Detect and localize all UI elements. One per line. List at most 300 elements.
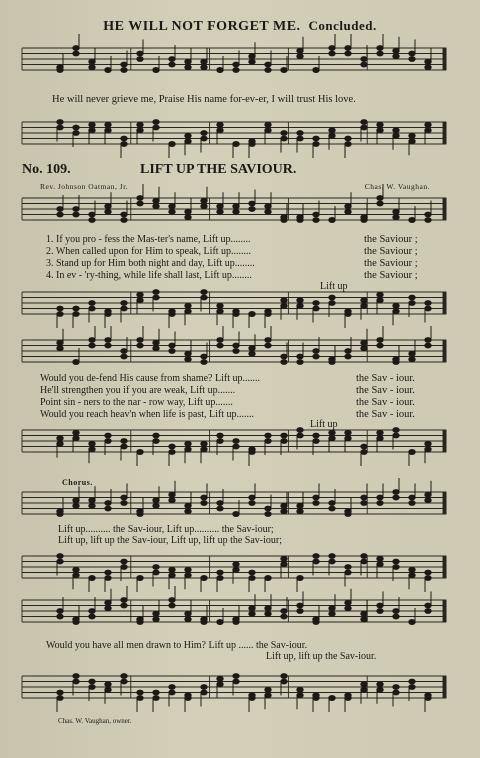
note-head [409,495,415,500]
note-head [425,576,431,581]
note-head [361,444,367,449]
note-head [153,295,159,300]
note-head [57,212,63,217]
note-head [89,679,95,684]
note-head [345,565,351,570]
note-head [73,620,79,625]
note-head [329,301,335,306]
final-barline [443,430,446,452]
note-head [153,204,159,209]
previous-hymn-name: HE WILL NOT FORGET ME. [103,19,301,34]
note-head [345,600,351,605]
hymn-heading [22,162,462,178]
note-head [409,450,415,455]
note-head [377,501,383,506]
note-head [393,309,399,314]
note-head [281,68,287,73]
note-head [329,46,335,51]
note-head [137,338,143,343]
note-head [425,447,431,452]
note-head [265,606,271,611]
note-head [377,687,383,692]
note-head [217,209,223,214]
note-head [121,218,127,223]
note-head [185,617,191,622]
bass-echo-1: Lift up [320,281,348,292]
verse-3-line-1-end: the Saviour ; [364,258,418,269]
note-head [409,218,415,223]
note-head [217,122,223,127]
note-head [265,62,271,67]
hymn-number: No. 109. [22,162,71,177]
note-head [57,609,63,614]
note-head [137,512,143,517]
note-head [217,303,223,308]
note-head [249,450,255,455]
note-head [217,576,223,581]
note-head [217,338,223,343]
note-head [297,603,303,608]
note-head [57,312,63,317]
note-head [153,120,159,125]
note-head [121,212,127,217]
note-head [185,209,191,214]
note-head [169,209,175,214]
note-head [153,503,159,508]
note-head [89,503,95,508]
note-head [377,122,383,127]
note-head [361,611,367,616]
note-head [297,354,303,359]
note-head [121,444,127,449]
note-head [425,609,431,614]
note-head [73,207,79,212]
note-head [313,439,319,444]
note-head [425,343,431,348]
note-head [281,679,287,684]
note-head [377,292,383,297]
note-head [265,687,271,692]
note-head [297,48,303,53]
note-head [169,450,175,455]
note-head [73,46,79,51]
note-head [393,490,399,495]
note-head [153,498,159,503]
note-head [409,351,415,356]
note-head [201,441,207,446]
note-head [313,301,319,306]
note-head [105,343,111,348]
note-head [89,65,95,70]
note-head [73,498,79,503]
note-head [73,503,79,508]
note-head [249,351,255,356]
note-head [425,306,431,311]
note-head [345,512,351,517]
note-head [345,312,351,317]
note-head [297,509,303,514]
note-head [185,611,191,616]
note-head [297,693,303,698]
note-head [121,603,127,608]
note-head [265,312,271,317]
note-head [169,603,175,608]
note-head [265,204,271,209]
note-head [169,567,175,572]
note-head [409,567,415,572]
note-head [377,46,383,51]
note-head [217,439,223,444]
note-head [377,556,383,561]
note-head [329,606,335,611]
note-head [201,501,207,506]
note-head [297,360,303,365]
note-head [361,57,367,62]
note-head [201,290,207,295]
chorus-label: Chorus. [62,478,93,487]
note-head [297,503,303,508]
note-head [137,292,143,297]
note-head [377,495,383,500]
note-head [393,614,399,619]
note-head [249,576,255,581]
note-head [425,218,431,223]
note-head [345,570,351,575]
note-head [281,556,287,561]
note-head [185,696,191,701]
note-head [329,295,335,300]
note-head [425,492,431,497]
note-head [153,346,159,351]
note-head [425,570,431,575]
note-head [393,685,399,690]
note-head [313,501,319,506]
note-head [281,136,287,141]
note-head [361,450,367,455]
verse-1-line-1-end: the Saviour ; [364,234,418,245]
note-head [121,354,127,359]
note-head [153,340,159,345]
note-head [169,573,175,578]
note-head [281,131,287,136]
note-head [297,54,303,59]
note-head [329,128,335,133]
note-head [377,338,383,343]
verse-4-line-1: 4. In ev - 'ry-thing, while life shall last, Lift up........ [46,270,252,281]
note-head [201,65,207,70]
note-head [137,128,143,133]
note-head [105,600,111,605]
note-head [233,679,239,684]
note-head [185,447,191,452]
note-head [57,306,63,311]
note-head [217,676,223,681]
note-head [313,306,319,311]
note-head [393,209,399,214]
note-head [185,509,191,514]
note-head [265,576,271,581]
note-head [105,439,111,444]
note-head [217,501,223,506]
note-head [153,125,159,130]
note-head [233,312,239,317]
note-head [313,559,319,564]
note-head [361,554,367,559]
note-head [89,128,95,133]
note-head [425,498,431,503]
note-head [153,696,159,701]
note-head [265,343,271,348]
note-head [137,343,143,348]
note-head [313,433,319,438]
note-head [377,196,383,201]
verse-2-line-1-end: the Saviour ; [364,246,418,257]
verse-4-line-1-end: the Saviour ; [364,270,418,281]
note-head [185,573,191,578]
note-head [201,685,207,690]
note-head [393,433,399,438]
note-head [185,441,191,446]
note-head [361,125,367,130]
note-head [57,120,63,125]
note-head [121,301,127,306]
note-head [201,204,207,209]
note-head [409,51,415,56]
note-head [393,609,399,614]
note-head [281,509,287,514]
note-head [313,136,319,141]
note-head [297,136,303,141]
note-head [249,606,255,611]
note-head [121,142,127,147]
note-head [313,218,319,223]
note-head [233,512,239,517]
verse-3-line-2-end: the Sav - iour. [356,397,415,408]
note-head [89,685,95,690]
note-head [425,65,431,70]
note-head [345,430,351,435]
final-barline [443,292,446,314]
note-head [297,433,303,438]
note-head [57,696,63,701]
note-head [233,439,239,444]
final-barline [443,48,446,70]
previous-hymn-title [0,18,480,35]
note-head [169,204,175,209]
note-head [265,68,271,73]
note-head [57,512,63,517]
note-head [137,298,143,303]
note-head [425,603,431,608]
note-head [185,303,191,308]
note-head [89,614,95,619]
note-head [281,503,287,508]
note-head [409,57,415,62]
concluded-label: Concluded. [308,18,377,33]
note-head [297,687,303,692]
note-head [121,306,127,311]
author-credit: Rev. Johnson Oatman, Jr. [40,182,129,191]
note-head [73,567,79,572]
note-head [89,498,95,503]
verse-3-line-2: Point sin - ners to the nar - row way, Lift up....... [40,397,233,408]
note-head [249,495,255,500]
composer-credit: Chas. W. Vaughan. [364,182,430,191]
note-head [105,338,111,343]
note-head [265,439,271,444]
note-head [313,495,319,500]
note-head [217,343,223,348]
note-head [73,674,79,679]
note-head [105,682,111,687]
note-head [377,430,383,435]
note-head [137,122,143,127]
note-head [393,215,399,220]
note-head [169,598,175,603]
note-head [233,349,239,354]
note-head [361,501,367,506]
note-head [361,298,367,303]
note-head [217,433,223,438]
note-head [313,696,319,701]
note-head [153,565,159,570]
note-head [281,303,287,308]
note-head [313,354,319,359]
note-head [233,674,239,679]
verse-3-line-1: 3. Stand up for Him both night and day, Lift up........ [46,258,255,269]
note-head [409,573,415,578]
note-head [105,606,111,611]
note-head [105,433,111,438]
note-head [153,439,159,444]
hymn-title: LIFT UP THE SAVIOUR. [140,162,297,177]
note-head [345,142,351,147]
note-head [153,68,159,73]
note-head [393,428,399,433]
note-head [105,204,111,209]
note-head [313,620,319,625]
note-head [57,346,63,351]
note-head [105,570,111,575]
note-head [169,444,175,449]
note-head [137,690,143,695]
note-head [121,679,127,684]
note-head [169,492,175,497]
note-head [73,430,79,435]
note-head [233,68,239,73]
note-head [265,693,271,698]
note-head [201,198,207,203]
note-head [153,617,159,622]
note-head [121,136,127,141]
note-head [217,204,223,209]
note-head [73,131,79,136]
note-head [377,603,383,608]
note-head [377,343,383,348]
note-head [377,436,383,441]
note-head [425,59,431,64]
note-head [73,436,79,441]
note-head [105,122,111,127]
note-head [121,565,127,570]
verse-2-line-1: 2. When called upon for Him to speak, Lift up........ [46,246,252,257]
note-head [169,685,175,690]
note-head [217,128,223,133]
note-head [249,207,255,212]
note-head [329,360,335,365]
note-head [153,611,159,616]
note-head [73,679,79,684]
note-head [233,209,239,214]
note-head [169,57,175,62]
note-head [201,495,207,500]
note-head [89,609,95,614]
note-head [409,295,415,300]
note-head [233,62,239,67]
note-head [313,68,319,73]
note-head [393,303,399,308]
note-head [377,128,383,133]
note-head [57,68,63,73]
note-head [425,212,431,217]
note-head [121,598,127,603]
note-head [345,436,351,441]
note-head [361,303,367,308]
note-head [185,215,191,220]
note-head [105,312,111,317]
note-head [265,506,271,511]
note-head [201,447,207,452]
note-head [89,343,95,348]
verse-1-line-2-end: the Sav - iour. [356,373,415,384]
note-head [297,576,303,581]
note-head [361,346,367,351]
bass-echo-2: Lift up [310,419,338,430]
note-head [137,57,143,62]
note-head [313,142,319,147]
note-head [73,51,79,56]
note-head [409,620,415,625]
note-head [249,501,255,506]
note-head [281,218,287,223]
verse-2-line-2-end: the Sav - iour. [356,385,415,396]
note-head [361,120,367,125]
note-head [185,59,191,64]
final-barline [443,198,446,220]
note-head [329,51,335,56]
note-head [217,682,223,687]
note-head [409,685,415,690]
note-head [345,46,351,51]
note-head [297,303,303,308]
note-head [185,357,191,362]
note-head [201,620,207,625]
note-head [329,559,335,564]
note-head [249,54,255,59]
note-head [201,360,207,365]
note-head [361,62,367,67]
copyright-owner: Chas. W. Vaughan, owner. [58,717,132,725]
note-head [89,306,95,311]
note-head [89,338,95,343]
note-head [89,441,95,446]
note-head [217,506,223,511]
note-head [345,349,351,354]
note-head [393,133,399,138]
note-head [121,501,127,506]
note-head [73,360,79,365]
note-head [57,125,63,130]
